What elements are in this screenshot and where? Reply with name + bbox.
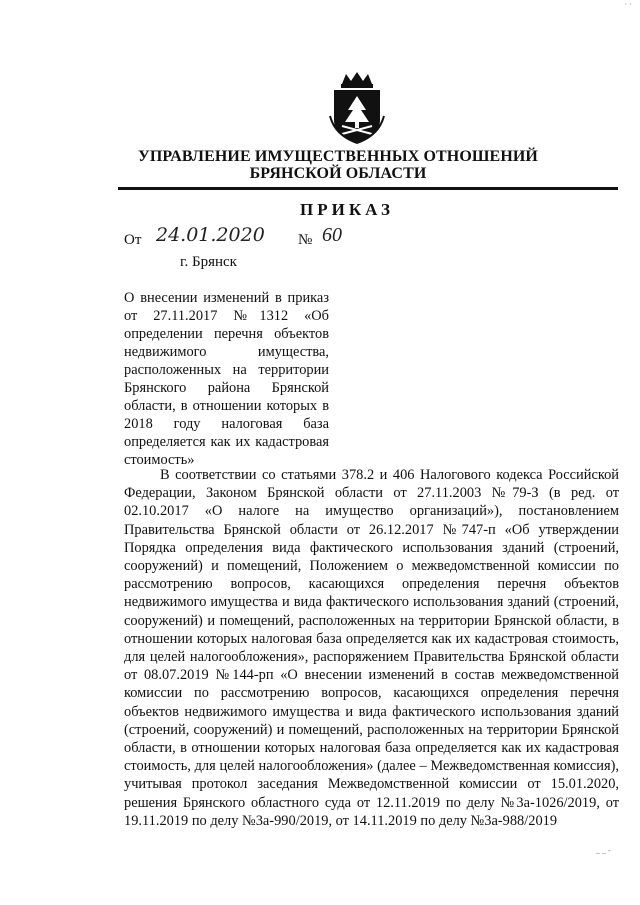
number-label: № [298,232,313,248]
organization-name-line2: БРЯНСКОЙ ОБЛАСТИ [249,165,427,182]
document-type: ПРИКАЗ [300,200,394,219]
scan-artifact: _ _ - [596,846,611,855]
coat-of-arms-icon [328,70,386,146]
city: г. Брянск [180,254,237,270]
header-divider [118,187,618,190]
subject-text: О внесении изменений в приказ от 27.11.2017 №1312 «Об определении перечня объектов недвижимого имущества, расположенных на территории Брянского района Брянской области, в отношении которых в 2018 году налоговая база определяется как их кадастровая стоимость» [124,290,329,468]
date-label: От [124,232,142,248]
scan-artifact: · · [624,0,632,9]
organization-name-line1: УПРАВЛЕНИЕ ИМУЩЕСТВЕННЫХ ОТНОШЕНИЙ [138,148,538,165]
body-paragraph: В соответствии со статьями 378.2 и 406 Налогового кодекса Российской Федерации, Законом Брянской области от 27.11.2003 №79-З (в ред. от 02.10.2017 «О налоге на имущество организаций»), постановлением Правительства Брянской области от 26.12.2017 №747-п «Об утверждении Порядка определения вида фактического использования зданий (строений, сооружений) и помещений, Положением о межведомственной комиссии по рассмотрению вопросов, касающихся определения перечня объектов недвижимого имущества и вида фактического использования зданий (строений, сооружений) и помещений, расположенных на территории Брянской области, в отношении которых налоговая база определяется как их кадастровая стоимость, для целей налогообложения», распоряжением Правительства Брянской области от 08.07.2019 №144-рп «О внесении изменений в состав межведомственной комиссии по рассмотрению вопросов, касающихся определения перечня объектов недвижимого имущества и вида фактического использования зданий (строений, сооружений) и помещений, расположенных на территории Брянской области, в отношении которых налоговая база определяется как их кадастровая стоимость, для целей налогообложения» (далее – Межведомственная комиссия), учитывая протокол заседания Межведомственной комиссии от 15.01.2020, решения Брянского областного суда от 12.11.2019 по делу №3а-1026/2019, от 19.11.2019 по делу №3а-990/2019, от 14.11.2019 по делу №3а-988/2019 [124,467,619,829]
document-subject [124,289,329,469]
date-value: 24.01.2020 [156,224,265,246]
number-value: 60 [322,224,342,246]
